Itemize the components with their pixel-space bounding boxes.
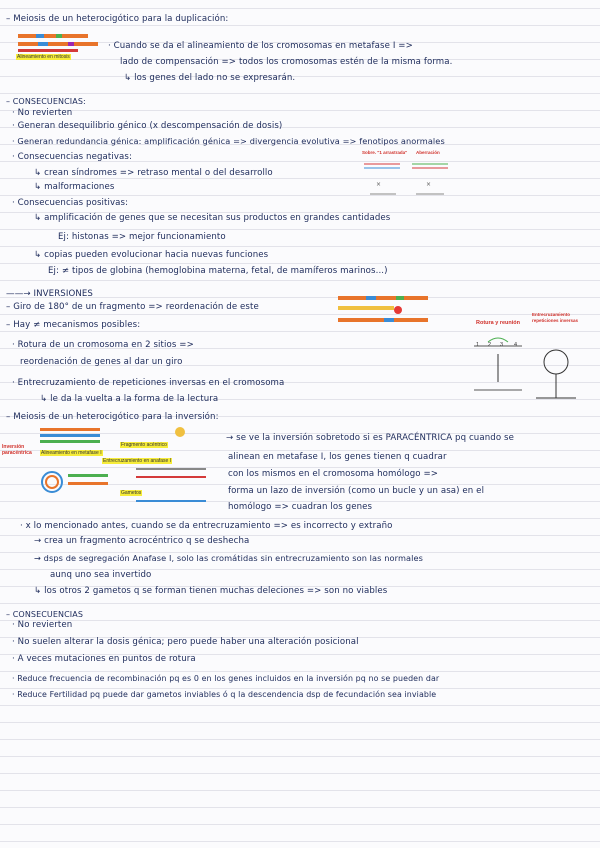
ruled-line — [0, 93, 600, 94]
figure-label: Entrecruzamiento en anafase I — [103, 458, 172, 464]
ruled-line — [0, 705, 600, 706]
ruled-line — [0, 620, 600, 621]
note-line: ↳ copias pueden evolucionar hacia nuevas funciones — [34, 250, 269, 260]
figure-label: Sobre. "1 arrastrada" — [362, 150, 408, 155]
ruled-line — [0, 8, 600, 9]
figure-label: Gametos — [121, 490, 142, 496]
note-line: reordenación de genes al dar un giro — [20, 357, 183, 367]
ruled-line — [0, 518, 600, 519]
figure-label: Fragmento acéntrico — [121, 442, 167, 448]
note-line: · x lo mencionado antes, cuando se da entrecruzamiento => es incorrecto y extraño — [20, 521, 393, 531]
ruled-line — [0, 807, 600, 808]
gene-number: 1 — [476, 342, 480, 348]
figure-label: Entrecruzamiento repeticiones inversas — [532, 312, 579, 323]
note-line: lado de compensación => todos los cromosomas estén de la misma forma. — [120, 57, 453, 67]
inversion-mechanisms-figure — [470, 312, 590, 408]
note-line: · Reduce Fertilidad pq puede dar gametos inviables ó q la descendencia dsp de fecundación sea inviable — [12, 690, 437, 699]
consequence-figure — [360, 150, 452, 200]
heading-meiosis-inversion: – Meiosis de un heterocigótico para la inversión: — [6, 412, 219, 422]
note-line: ↳ amplificación de genes que se necesitan sus productos en grandes cantidades — [34, 213, 391, 223]
ruled-line — [0, 739, 600, 740]
ruled-line — [0, 229, 600, 230]
heading-meiosis-duplicacion: – Meiosis de un heterocigótico para la duplicación: — [6, 14, 229, 24]
note-line: · No suelen alterar la dosis génica; pero puede haber una alteración posicional — [12, 637, 359, 647]
note-line: ↳ los genes del lado no se expresarán. — [124, 73, 296, 83]
chromosome-diagram — [16, 30, 102, 68]
heading-consecuencias: – CONSECUENCIAS: — [6, 97, 86, 106]
ruled-line — [0, 246, 600, 247]
figure-label: Inversión paracéntrica — [2, 444, 32, 456]
note-line: · Generan redundancia génica: amplificación génica => divergencia evolutiva => fenotipos anormales — [12, 136, 445, 146]
ruled-line — [0, 722, 600, 723]
chromosome-diagram — [360, 150, 452, 200]
note-line: · A veces mutaciones en puntos de rotura — [12, 654, 196, 664]
note-line: · Consecuencias positivas: — [12, 198, 129, 208]
duplication-alignment-figure — [16, 30, 102, 68]
ruled-line — [0, 110, 600, 111]
ruled-line — [0, 280, 600, 281]
note-line: ↳ malformaciones — [34, 182, 115, 192]
note-line: homólogo => cuadran los genes — [228, 502, 373, 512]
note-line: · No revierten — [12, 108, 73, 118]
note-line: ↳ los otros 2 gametos q se forman tienen muchas deleciones => son no viables — [34, 586, 388, 596]
note-line: forma un lazo de inversión (como un bucle y un asa) en el — [228, 486, 485, 496]
note-line: – Giro de 180° de un fragmento => reordenación de este — [6, 302, 259, 312]
note-line: · Rotura de un cromosoma en 2 sitios => — [12, 340, 194, 350]
note-line: – Hay ≠ mecanismos posibles: — [6, 320, 141, 330]
chromosome-diagram — [470, 312, 590, 408]
note-line: → se ve la inversión sobretodo si es PARACÉNTRICA pq cuando se — [226, 433, 514, 443]
ruled-line — [0, 773, 600, 774]
ruled-line — [0, 76, 600, 77]
note-line: · Consecuencias negativas: — [12, 152, 132, 162]
ruled-line — [0, 263, 600, 264]
note-line: ↳ crean síndromes => retraso mental o del desarrollo — [34, 168, 273, 178]
ruled-line — [0, 790, 600, 791]
note-line: · No revierten — [12, 620, 73, 630]
note-line: ↳ le da la vuelta a la forma de la lectura — [40, 394, 219, 404]
chromosome-diagram — [2, 420, 224, 510]
figure-label: Rotura y reunión — [476, 320, 521, 326]
ruled-line — [0, 756, 600, 757]
note-line: Ej: histonas => mejor funcionamiento — [58, 232, 226, 242]
note-line: · Cuando se da el alineamiento de los cromosomas en metafase I => — [108, 41, 413, 51]
ruled-line — [0, 603, 600, 604]
ruled-line — [0, 671, 600, 672]
note-line: · Reduce frecuencia de recombinación pq es 0 en los genes incluidos en la inversión pq no se pueden dar — [12, 674, 440, 683]
gene-number: 4 — [514, 342, 518, 348]
note-line: → dsps de segregación Anafase I, solo las cromátidas sin entrecruzamiento son las normales — [34, 553, 424, 563]
note-line: alinean en metafase I, los genes tienen q cuadrar — [228, 452, 447, 462]
ruled-line — [0, 195, 600, 196]
gene-number: 2 — [488, 342, 492, 348]
svg-text:×: × — [376, 181, 382, 188]
note-line: Ej: ≠ tipos de globina (hemoglobina materna, fetal, de mamíferos marinos...) — [48, 266, 388, 276]
figure-label: Aberración — [416, 150, 440, 155]
svg-text:×: × — [426, 181, 432, 188]
heading-consecuencias-2: – CONSECUENCIAS — [6, 610, 84, 619]
note-line: con los mismos en el cromosoma homólogo => — [228, 469, 439, 479]
gene-number: 3 — [500, 342, 504, 348]
ruled-line — [0, 841, 600, 842]
inversion-bar-figure — [336, 294, 432, 328]
figure-label: Alineamiento en metafase I — [41, 450, 102, 456]
note-line: aunq uno sea invertido — [50, 570, 152, 580]
chromosome-diagram — [336, 294, 432, 328]
note-line: · Generan desequilibrio génico (x descompensación de dosis) — [12, 121, 283, 131]
ruled-line — [0, 25, 600, 26]
meiosis-inversion-figure — [2, 420, 224, 510]
heading-inversiones: ——→ INVERSIONES — [6, 289, 93, 299]
figure-label: Alineamiento en mitosis — [17, 54, 70, 60]
note-line: → crea un fragmento acrocéntrico q se deshecha — [34, 536, 250, 546]
note-line: · Entrecruzamiento de repeticiones inversas en el cromosoma — [12, 378, 285, 388]
ruled-line — [0, 824, 600, 825]
